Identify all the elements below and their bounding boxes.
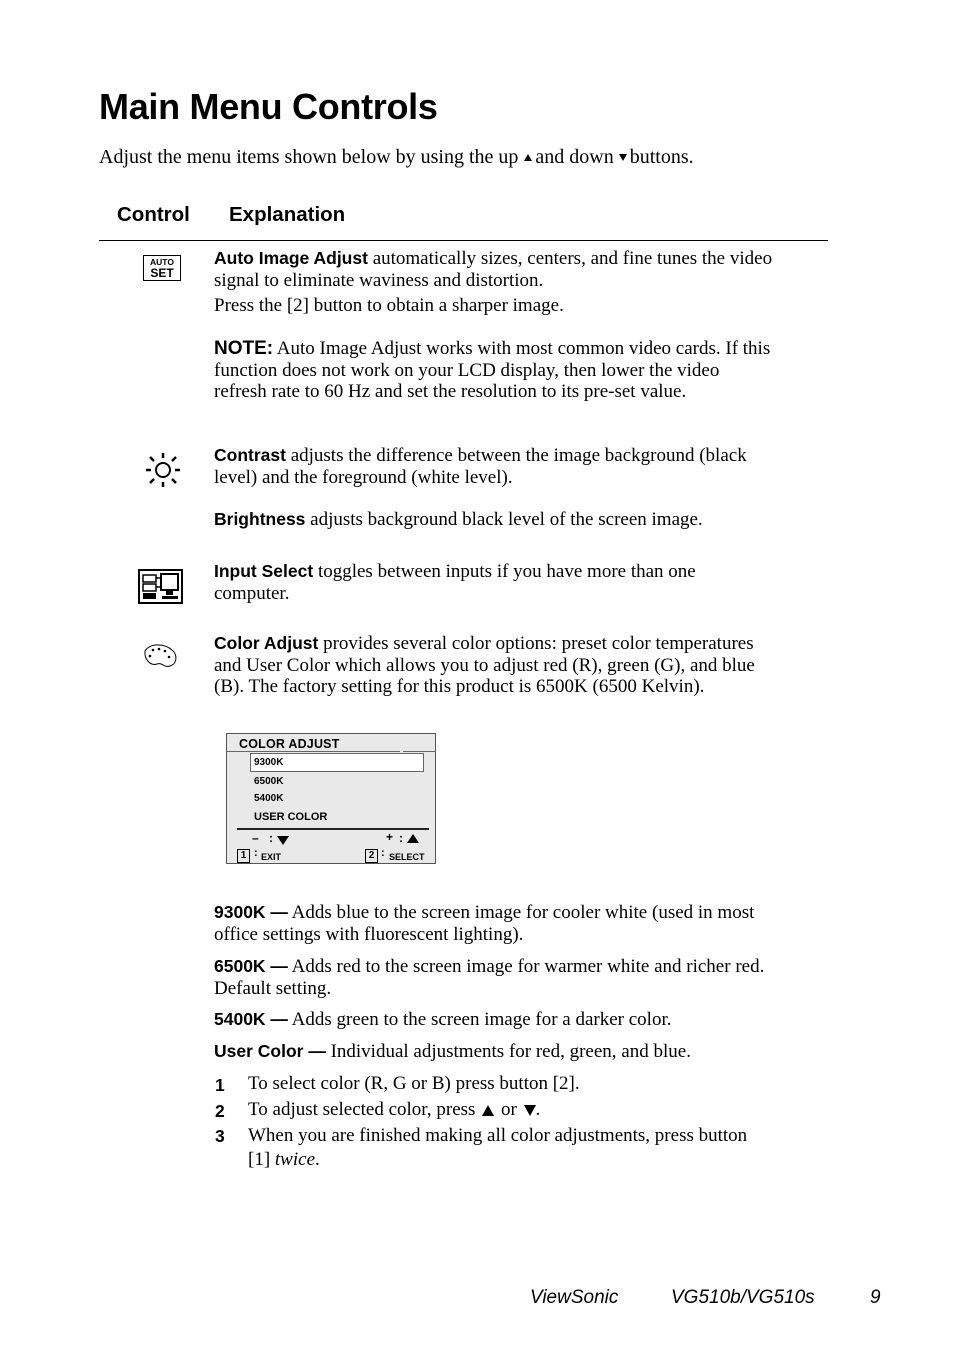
color-adjust-description	[214, 633, 774, 698]
color-adjust-text: provides several color options: preset color temperatures and User Color which allows you to adjust red (R), green (G), and blue (B). The factory setting for this product is 6500K (6500 Kelvin).	[214, 633, 755, 697]
intro-part1: Adjust the menu items shown below by using the up	[99, 146, 519, 168]
color-adjust-osd	[226, 733, 436, 864]
note-text: Auto Image Adjust works with most common video cards. If this function does not work on your LCD display, then lower the video refresh rate to 60 Hz and set the resolution to its pre-set value.	[214, 338, 771, 402]
step-3-end: .	[315, 1149, 320, 1170]
osd-title: COLOR ADJUST	[239, 737, 340, 751]
step-1-text: To select color (R, G or B) press button [2].	[248, 1073, 580, 1094]
osd-select-colon: :	[381, 847, 385, 859]
step-2-text-c: .	[535, 1099, 541, 1120]
step-1-number: 1	[215, 1075, 225, 1095]
contrast-term: Contrast	[214, 445, 286, 465]
osd-button-2: 2	[365, 849, 378, 863]
osd-plus: +	[386, 830, 394, 844]
osd-button-1: 1	[237, 849, 250, 863]
header-rule	[99, 240, 828, 241]
brightness-term: Brightness	[214, 509, 306, 529]
preset-6500k	[214, 956, 774, 999]
contrast-description	[214, 445, 774, 488]
step-3-text-main: When you are finished making all color adjustments, press button [1]	[248, 1125, 748, 1170]
note-label: NOTE:	[214, 338, 274, 359]
osd-select-label: SELECT	[389, 852, 425, 862]
auto-icon-line1: AUTO	[150, 257, 174, 267]
preset-9300k-text: Adds blue to the screen image for cooler white (used in most office settings with fluorescent lighting).	[214, 902, 755, 945]
footer-model: VG510b/VG510s	[671, 1287, 815, 1308]
osd-title-line-right	[403, 751, 436, 752]
osd-option-9300k: 9300K	[254, 757, 284, 768]
input-select-text: toggles between inputs if you have more than one computer.	[214, 561, 696, 604]
step-2-number: 2	[215, 1101, 225, 1121]
preset-6500k-text: Adds red to the screen image for warmer white and richer red. Default setting.	[214, 956, 765, 999]
osd-divider	[237, 828, 429, 830]
osd-exit-label: EXIT	[261, 852, 282, 862]
step-3-number: 3	[215, 1126, 225, 1146]
osd-down-arrow-icon	[277, 836, 289, 845]
input-select-icon	[138, 569, 184, 605]
down-triangle-icon	[524, 1105, 536, 1116]
column-header-explanation: Explanation	[229, 203, 346, 226]
preset-user-color-term: User Color —	[214, 1041, 326, 1061]
auto-adjust-press: Press the [2] button to obtain a sharper image.	[214, 295, 564, 316]
osd-minus-colon: :	[269, 831, 273, 845]
auto-icon-line2: SET	[150, 266, 174, 280]
color-palette-icon	[142, 642, 180, 670]
preset-5400k-text: Adds green to the screen image for a darker color.	[287, 1009, 672, 1030]
up-triangle-icon	[482, 1105, 494, 1116]
step-2-text-a: To adjust selected color, press	[248, 1099, 476, 1120]
intro-part3: buttons.	[629, 146, 694, 168]
step-3-text	[248, 1124, 768, 1172]
down-arrow-icon	[619, 154, 627, 161]
preset-user-color-text: Individual adjustments for red, green, and blue.	[325, 1041, 691, 1062]
contrast-text: adjusts the difference between the image background (black level) and the foreground (white level).	[214, 445, 747, 488]
preset-5400k-term: 5400K —	[214, 1009, 288, 1029]
column-header-control: Control	[117, 203, 190, 226]
preset-9300k	[214, 902, 774, 945]
step-3-italic: twice	[274, 1149, 316, 1170]
preset-user-color	[214, 1041, 774, 1063]
footer-page-number: 9	[870, 1287, 881, 1308]
sun-icon	[143, 451, 183, 489]
osd-option-user-color: USER COLOR	[254, 811, 328, 823]
page-title: Main Menu Controls	[99, 86, 438, 127]
osd-title-line	[227, 751, 400, 752]
auto-adjust-description	[214, 248, 774, 291]
input-select-term: Input Select	[214, 561, 314, 581]
up-arrow-icon	[524, 154, 532, 161]
input-select-description	[214, 561, 774, 604]
osd-exit-colon: :	[254, 847, 258, 859]
brightness-description	[214, 509, 774, 531]
intro-part2: and down	[535, 146, 614, 168]
preset-5400k	[214, 1009, 774, 1031]
preset-6500k-term: 6500K —	[214, 956, 288, 976]
step-2-text-b: or	[500, 1099, 517, 1120]
auto-set-icon	[143, 255, 181, 281]
osd-up-arrow-icon	[407, 834, 419, 843]
color-adjust-term: Color Adjust	[214, 633, 319, 653]
preset-9300k-term: 9300K —	[214, 902, 288, 922]
osd-plus-colon: :	[399, 831, 403, 845]
auto-adjust-term: Auto Image Adjust	[214, 248, 368, 268]
intro-text	[99, 146, 694, 169]
osd-option-5400k: 5400K	[254, 793, 284, 804]
auto-adjust-note	[214, 338, 774, 403]
auto-adjust-text: automatically sizes, centers, and fine tunes the video signal to eliminate waviness and distortion.	[214, 248, 773, 291]
osd-minus: –	[252, 831, 259, 845]
osd-option-6500k: 6500K	[254, 776, 284, 787]
footer-brand: ViewSonic	[530, 1287, 619, 1308]
step-2-text	[248, 1099, 768, 1121]
brightness-text: adjusts background black level of the screen image.	[305, 509, 703, 530]
